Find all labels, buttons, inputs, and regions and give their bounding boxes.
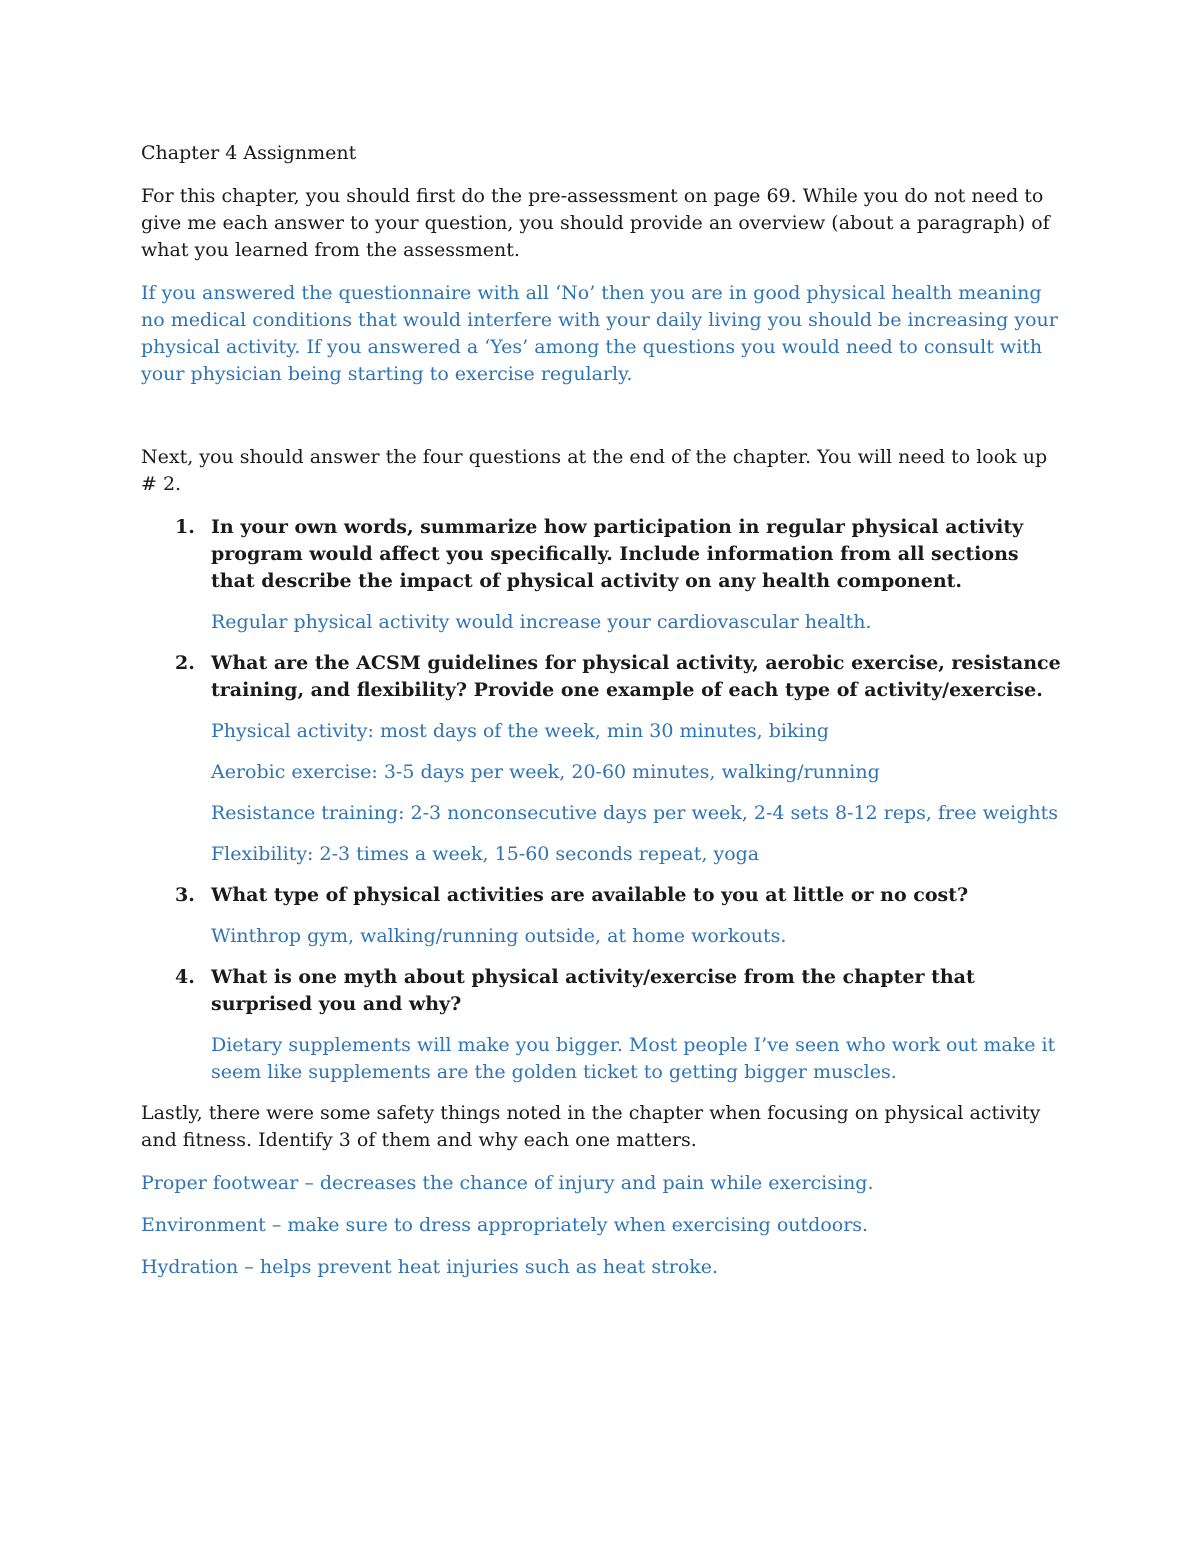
question-item: [141, 882, 1061, 950]
question-answer: Physical activity: most days of the week, min 30 minutes, biking: [211, 720, 829, 742]
question-number: 2.: [175, 652, 195, 674]
question-number: 1.: [175, 516, 195, 538]
question-text: What type of physical activities are available to you at little or no cost?: [211, 884, 969, 906]
next-instructions: Next, you should answer the four questions at the end of the chapter. You will need to look up # 2.: [141, 446, 1048, 495]
safety-answer: Proper footwear – decreases the chance of injury and pain while exercising.: [141, 1172, 874, 1194]
question-item: [141, 514, 1061, 636]
question-answer: Resistance training: 2-3 nonconsecutive days per week, 2-4 sets 8-12 reps, free weights: [211, 802, 1058, 824]
question-text: What are the ACSM guidelines for physical activity, aerobic exercise, resistance training, and flexibility? Provide one example of each type of activity/exercise.: [211, 652, 1061, 701]
assignment-title: Chapter 4 Assignment: [141, 142, 357, 164]
question-text: In your own words, summarize how participation in regular physical activity program would affect you specifically. Include information from all sections that describe the impact of physical activity on any health component.: [211, 516, 1024, 592]
question-list: [141, 514, 1061, 1086]
document-body: [141, 140, 1061, 1296]
question-answer: Dietary supplements will make you bigger. Most people I’ve seen who work out make it seem like supplements are the golden ticket to getting bigger muscles.: [211, 1034, 1056, 1083]
question-item: [141, 964, 1061, 1086]
intro-instructions: For this chapter, you should first do the pre-assessment on page 69. While you do not need to give me each answer to your question, you should provide an overview (about a paragraph) of what you learned from the assessment.: [141, 185, 1050, 261]
question-number: 3.: [175, 884, 195, 906]
question-answer: Regular physical activity would increase your cardiovascular health.: [211, 611, 872, 633]
safety-answer: Hydration – helps prevent heat injuries such as heat stroke.: [141, 1256, 719, 1278]
question-answer: Aerobic exercise: 3-5 days per week, 20-60 minutes, walking/running: [211, 761, 880, 783]
question-answer: Flexibility: 2-3 times a week, 15-60 seconds repeat, yoga: [211, 843, 760, 865]
question-answer: Winthrop gym, walking/running outside, at home workouts.: [211, 925, 787, 947]
intro-answer: If you answered the questionnaire with all ‘No’ then you are in good physical health meaning no medical conditions that would interfere with your daily living you should be increasing your physical activity. If you answered a ‘Yes’ among the questions you would need to consult with your physician being starting to exercise regularly.: [141, 282, 1058, 385]
question-number: 4.: [175, 966, 195, 988]
question-text: What is one myth about physical activity/exercise from the chapter that surprised you and why?: [211, 966, 975, 1015]
question-item: [141, 650, 1061, 868]
safety-instructions: Lastly, there were some safety things noted in the chapter when focusing on physical activity and fitness. Identify 3 of them and why each one matters.: [141, 1102, 1041, 1151]
safety-answer: Environment – make sure to dress appropriately when exercising outdoors.: [141, 1214, 869, 1236]
